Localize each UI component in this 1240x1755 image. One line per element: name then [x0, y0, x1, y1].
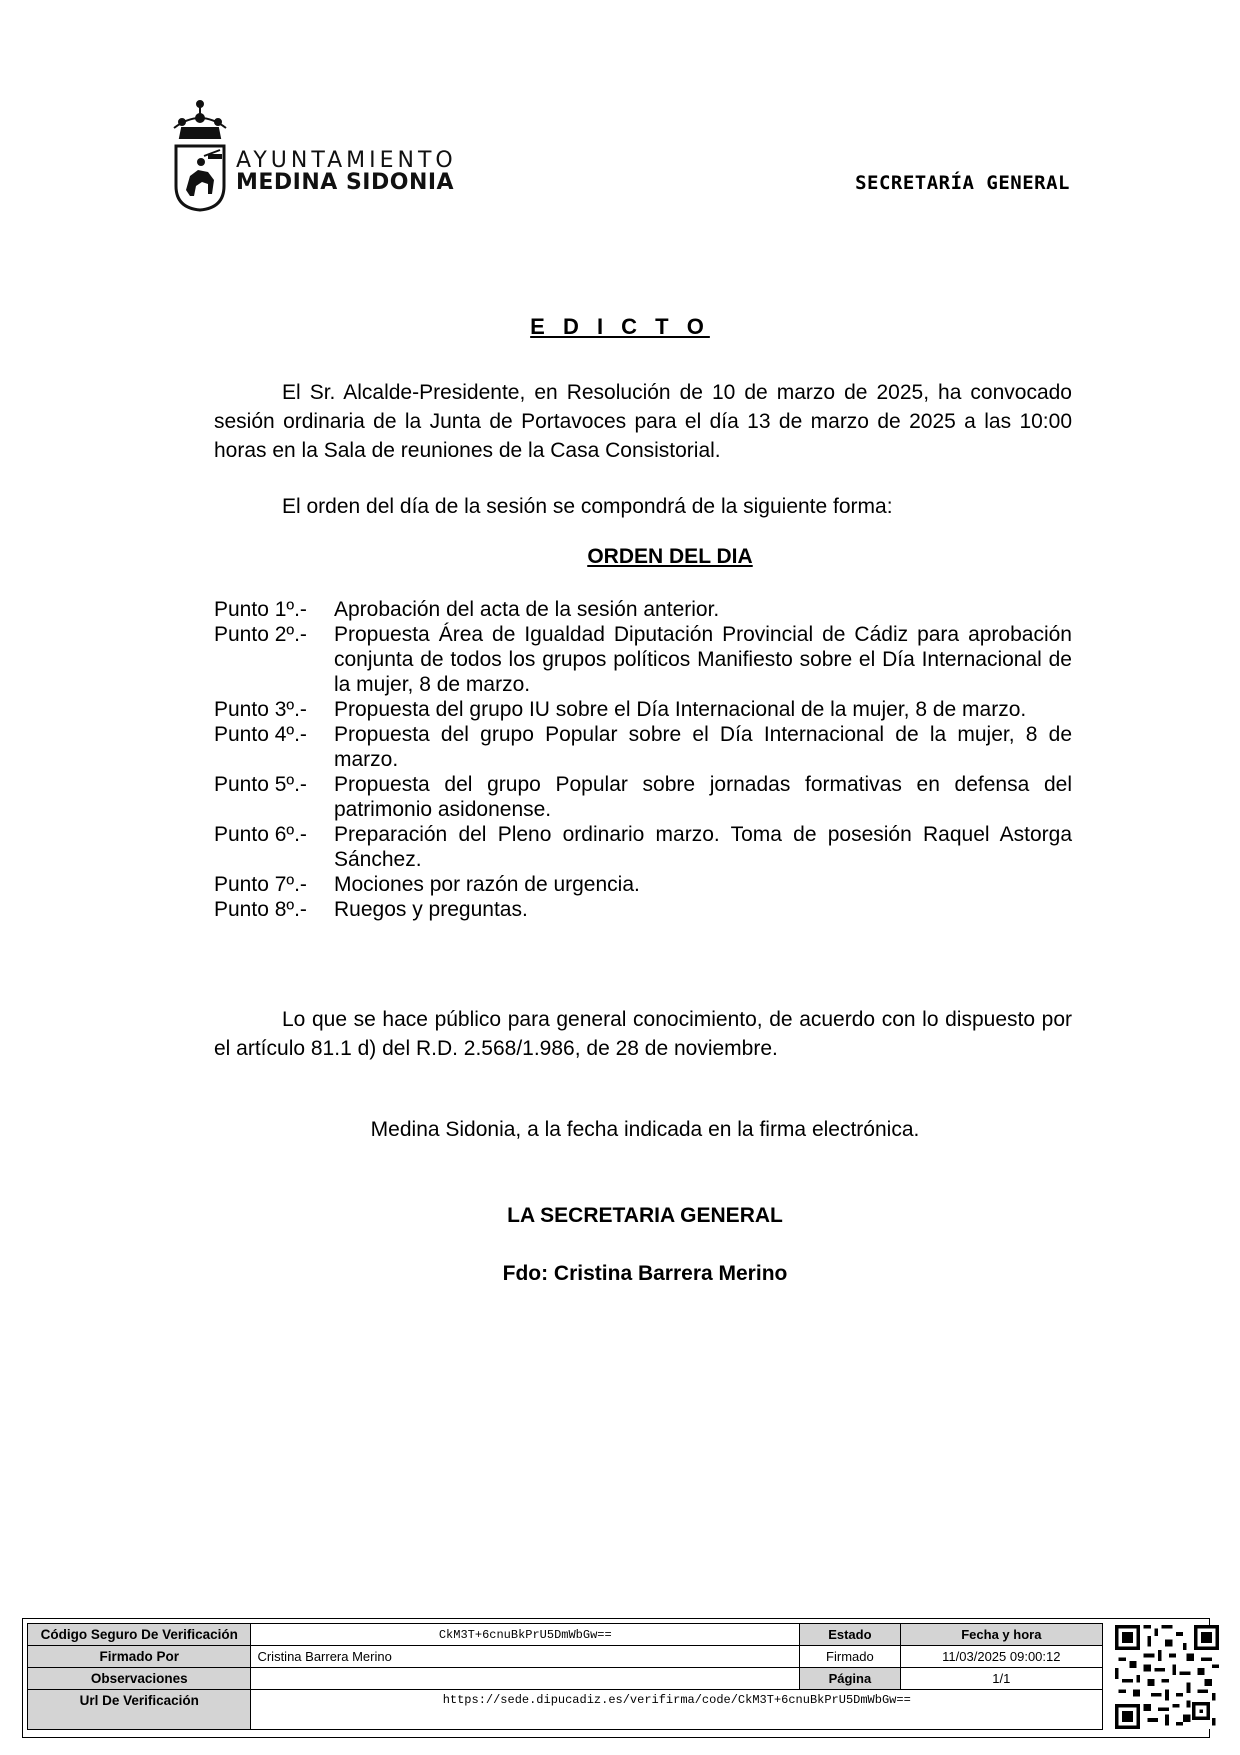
fecha-value: 11/03/2025 09:00:12: [900, 1646, 1102, 1668]
agenda-item-text: Ruegos y preguntas.: [334, 898, 528, 921]
coat-of-arms-icon: [168, 98, 232, 213]
agenda-item-number: Punto 7º.-: [214, 873, 307, 896]
agenda-item-number: Punto 2º.-: [214, 623, 307, 646]
observaciones-value: [251, 1668, 800, 1690]
agenda-item-text: Propuesta del grupo Popular sobre jornadas formativas en defensa del patrimonio asidonense.: [334, 773, 1072, 821]
firmado-por-label: Firmado Por: [28, 1646, 251, 1668]
document-title: E D I C T O: [530, 314, 710, 339]
agenda-item-text: Mociones por razón de urgencia.: [334, 873, 640, 896]
agenda-item-number: Punto 6º.-: [214, 823, 307, 846]
csv-label: Código Seguro De Verificación: [28, 1624, 251, 1646]
agenda-item: [214, 872, 1072, 897]
verification-box: [22, 1618, 1210, 1738]
verification-url[interactable]: https://sede.dipucadiz.es/verifirma/code/CkM3T+6cnuBkPrU5DmWbGw==: [251, 1690, 1103, 1730]
agenda-item: [214, 622, 1072, 697]
department-header: SECRETARÍA GENERAL: [855, 172, 1070, 194]
agenda-item-text: Aprobación del acta de la sesión anterior.: [334, 598, 720, 621]
agenda-item-number: Punto 3º.-: [214, 698, 307, 721]
verification-table: [27, 1623, 1103, 1730]
agenda-item-text: Propuesta Área de Igualdad Diputación Provincial de Cádiz para aprobación conjunta de todos los grupos políticos Manifiesto sobre el Día Internacional de la mujer, 8 de marzo.: [334, 623, 1072, 696]
agenda-title: ORDEN DEL DIA: [587, 545, 753, 568]
agenda-item-text: Propuesta del grupo IU sobre el Día Internacional de la mujer, 8 de marzo.: [334, 698, 1027, 721]
logo-line2: MEDINA SIDONIA: [236, 170, 455, 195]
agenda-item: [214, 772, 1072, 822]
agenda-item-number: Punto 4º.-: [214, 723, 307, 746]
agenda-item: [214, 722, 1072, 772]
intro-paragraph: El Sr. Alcalde-Presidente, en Resolución de 10 de marzo de 2025, ha convocado sesión ordinaria de la Junta de Portavoces para el día 13 de marzo de 2025 a las 10:00 horas en la Sala de reuniones de la Casa Consistorial.: [214, 381, 1072, 462]
agenda-item-number: Punto 8º.-: [214, 898, 307, 921]
agenda-item: [214, 897, 1072, 922]
pagina-value: 1/1: [900, 1668, 1102, 1690]
signer-name: Fdo: Cristina Barrera Merino: [502, 1262, 788, 1285]
logo-line1: AYUNTAMIENTO: [236, 148, 457, 173]
agenda-item-text: Propuesta del grupo Popular sobre el Día Internacional de la mujer, 8 de marzo.: [334, 723, 1072, 771]
agenda-item: [214, 597, 1072, 622]
agenda-item-text: Preparación del Pleno ordinario marzo. Toma de posesión Raquel Astorga Sánchez.: [334, 823, 1072, 871]
fecha-label: Fecha y hora: [900, 1624, 1102, 1646]
municipal-logo: [168, 98, 458, 213]
agenda-item: [214, 697, 1072, 722]
url-label: Url De Verificación: [28, 1690, 251, 1730]
estado-label: Estado: [800, 1624, 901, 1646]
agenda-item-number: Punto 1º.-: [214, 598, 307, 621]
firmado-por-value: Cristina Barrera Merino: [251, 1646, 800, 1668]
agenda-list: [214, 597, 1072, 922]
observaciones-label: Observaciones: [28, 1668, 251, 1690]
closing-paragraph: Lo que se hace público para general conocimiento, de acuerdo con lo dispuesto por el artículo 81.1 d) del R.D. 2.568/1.986, de 28 de noviembre.: [214, 1008, 1072, 1060]
agenda-intro: El orden del día de la sesión se compondrá de la siguiente forma:: [282, 495, 893, 518]
agenda-item-number: Punto 5º.-: [214, 773, 307, 796]
agenda-item: [214, 822, 1072, 872]
pagina-label: Página: [800, 1668, 901, 1690]
signer-role: LA SECRETARIA GENERAL: [507, 1204, 783, 1227]
csv-value: CkM3T+6cnuBkPrU5DmWbGw==: [251, 1624, 800, 1646]
qr-code-icon: [1115, 1625, 1219, 1729]
estado-value: Firmado: [800, 1646, 901, 1668]
place-date: Medina Sidonia, a la fecha indicada en la firma electrónica.: [370, 1118, 920, 1141]
